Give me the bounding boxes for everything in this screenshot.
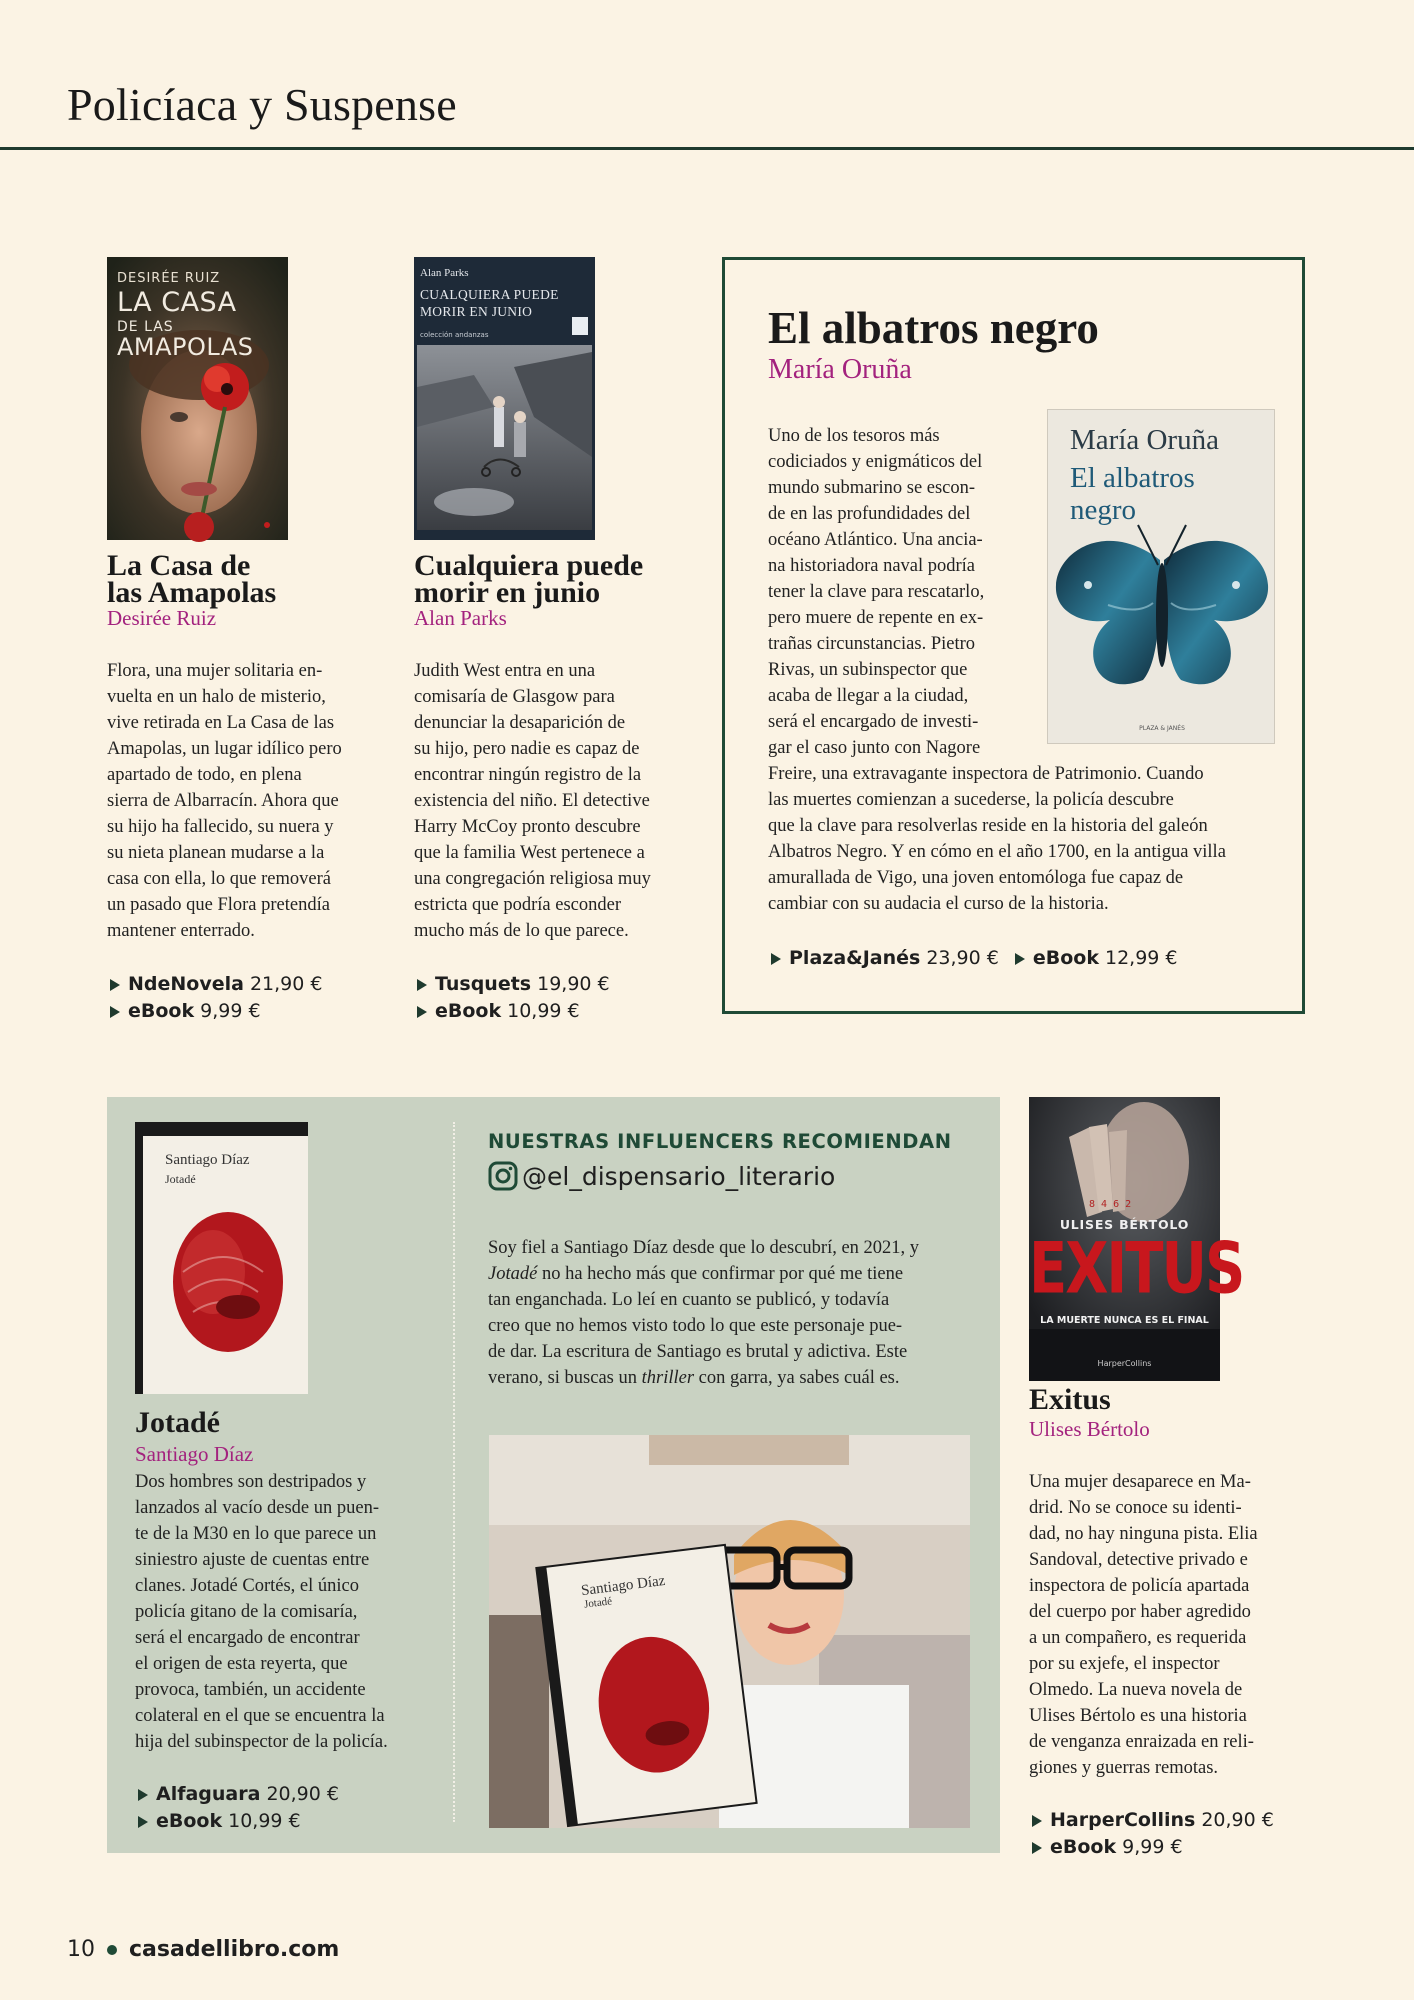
influencer-photo: [489, 1435, 970, 1828]
cover-title-line1: El albatros: [1070, 462, 1195, 494]
play-triangle-icon: [110, 1006, 120, 1018]
price-row[interactable]: [110, 971, 322, 998]
page-number: 10: [67, 1937, 95, 1962]
recommendation-heading: NUESTRAS INFLUENCERS RECOMIENDAN: [488, 1130, 952, 1153]
play-triangle-icon: [417, 979, 427, 991]
publisher: eBook: [435, 1000, 502, 1022]
price-row[interactable]: [417, 971, 610, 998]
play-triangle-icon: [771, 953, 781, 965]
quote-line: [488, 1365, 968, 1391]
publisher: Tusquets: [435, 973, 532, 995]
section-title: Policíaca y Suspense: [67, 79, 457, 130]
price-row[interactable]: [771, 945, 999, 972]
cover-author: Alan Parks: [420, 267, 469, 279]
featured-title: El albatros negro: [768, 303, 1099, 353]
dotted-divider: [453, 1122, 455, 1822]
price: 23,90 €: [926, 947, 999, 969]
publisher: eBook: [1032, 947, 1099, 969]
price: 10,99 €: [228, 1810, 301, 1832]
cover-tagline: LA MUERTE NUNCA ES EL FINAL: [1040, 1315, 1209, 1326]
cover-author: ULISES BÉRTOLO: [1059, 1217, 1190, 1232]
cover-title-line3: AMAPOLAS: [117, 333, 254, 361]
featured-description-full: Freire, una extravagante inspectora de Patrimonio. Cuando las muertes comienzan a sucederse, la policía descubre que la clave para resolverlas reside en la historia del galeón Albatros Negro. Y en cómo en el año 1700, en la antigua villa amurallada de Vigo, una joven entomóloga fue capaz de cambiar con su audacia el curso de la historia.: [768, 764, 1226, 914]
price-list-jotade: [138, 1781, 339, 1835]
price: 20,90 €: [1201, 1809, 1274, 1831]
cover-title-line1: LA CASA: [117, 287, 237, 318]
quote-text: con garra, ya sabes cuál es.: [694, 1368, 900, 1388]
price-row[interactable]: [110, 998, 322, 1025]
book-description-cualquiera: Judith West entra en una comisaría de Glasgow para denunciar la desaparición de su hijo, pero nadie es capaz de encontrar ningún registro de la existencia del niño. El detective Harry McCoy pronto descubre que la familia West pertenece a una congregación religiosa muy estricta que podría esconder mucho más de lo que parece.: [414, 661, 651, 941]
publisher: HarperCollins: [1050, 1809, 1196, 1831]
photo-art: [489, 1435, 970, 1828]
book-title-jotade: Jotadé: [135, 1406, 220, 1439]
page-footer: [67, 1937, 339, 1962]
quote-text: verano, si buscas un: [488, 1368, 642, 1388]
price-row[interactable]: [138, 1781, 339, 1808]
quote-line: tan enganchada. Lo leí en cuanto se publicó, y todavía: [488, 1290, 890, 1310]
book-author-santiago-diaz: Santiago Díaz: [135, 1442, 254, 1466]
price: 20,90 €: [266, 1783, 339, 1805]
price-row[interactable]: [138, 1808, 339, 1835]
book-cover-jotade[interactable]: [135, 1122, 308, 1394]
price: 21,90 €: [249, 973, 323, 995]
title-line: morir en junio: [414, 576, 601, 609]
cover-title-line2: negro: [1070, 494, 1137, 526]
quote-text: no ha hecho más que confirmar por qué me tiene: [537, 1264, 904, 1284]
play-triangle-icon: [1032, 1842, 1042, 1854]
book-cover-la-casa-de-las-amapolas[interactable]: [107, 257, 288, 540]
price: 9,99 €: [1122, 1836, 1183, 1858]
photo-book-author: Santiago Díaz: [580, 1572, 667, 1600]
cover-publisher-mark: PLAZA & JANÉS: [1139, 725, 1185, 732]
quote-emphasis: thriller: [641, 1368, 695, 1388]
cover-author: DESIRÉE RUIZ: [117, 271, 221, 286]
title-line: las Amapolas: [107, 576, 277, 609]
publisher: Plaza&Janés: [789, 947, 921, 969]
quote-emphasis: Jotadé: [488, 1264, 538, 1284]
price-row[interactable]: [1032, 1834, 1274, 1861]
recommendation-quote: [488, 1235, 968, 1391]
instagram-icon[interactable]: [488, 1161, 518, 1191]
price-row[interactable]: [1015, 945, 1178, 972]
publisher: eBook: [1050, 1836, 1117, 1858]
price-list-la-casa: [110, 971, 322, 1025]
price-list-featured: [771, 945, 1178, 972]
cover-title-line2: MORIR EN JUNIO: [420, 304, 533, 319]
price-list-cualquiera: [417, 971, 610, 1025]
cover-series: colección andanzas: [420, 331, 489, 339]
book-cover-cualquiera-puede-morir[interactable]: [414, 257, 595, 540]
book-description-jotade: Dos hombres son destripados y lanzados al vacío desde un puen- te de la M30 en lo que parece un siniestro ajuste de cuentas entre clanes. Jotadé Cortés, el único policía gitano de la comisaría, será el encargado de encontrar el origen de esta reyerta, que provoca, también, un accidente colateral en el que se encuentra la hija del subinspector de la policía.: [135, 1472, 388, 1752]
price-row[interactable]: [417, 998, 610, 1025]
cover-title: Jotadé: [165, 1172, 196, 1186]
play-triangle-icon: [1015, 953, 1025, 965]
book-title-cualquiera: [414, 549, 644, 609]
publisher: Alfaguara: [156, 1783, 261, 1805]
header-divider: [0, 147, 1414, 150]
price: 12,99 €: [1104, 947, 1178, 969]
publisher: eBook: [156, 1810, 223, 1832]
title-line: Cualquiera puede: [414, 549, 644, 582]
photo-book-title: Jotadé: [583, 1595, 613, 1611]
site-link[interactable]: casadellibro.com: [129, 1937, 340, 1962]
price: 9,99 €: [200, 1000, 261, 1022]
quote-line: creo que no hemos visto todo lo que este personaje pue-: [488, 1316, 903, 1336]
book-title-exitus: Exitus: [1029, 1383, 1111, 1416]
cover-publisher-mark: HarperCollins: [1097, 1359, 1152, 1368]
price-list-exitus: [1032, 1807, 1274, 1861]
book-description-la-casa: Flora, una mujer solitaria en- vuelta en un halo de misterio, vive retirada en La Casa de las Amapolas, un lugar idílico pero apartado de todo, en plena sierra de Albarracín. Ahora que su hijo ha fallecido, su nuera y su nieta planean mudarse a la casa con ella, lo que removerá un pasado que Flora pretendía mantener enterrado.: [107, 661, 342, 941]
cover-title: EXITUS: [1029, 1228, 1244, 1311]
play-triangle-icon: [138, 1816, 148, 1828]
play-triangle-icon: [417, 1006, 427, 1018]
influencer-handle-link[interactable]: @el_dispensario_literario: [522, 1162, 836, 1191]
cover-author: María Oruña: [1070, 424, 1219, 456]
quote-line: [488, 1261, 968, 1287]
play-triangle-icon: [110, 979, 120, 991]
featured-description-wrapped: Uno de los tesoros más codiciados y enigmáticos del mundo submarino se escon- de en las profundidades del océano Atlántico. Una ancia- na historiadora naval podría tener la clave para rescatarlo, pero muere de repente en ex- trañas circunstancias. Pietro Rivas, un subinspector que acaba de llegar a la ciudad, será el encargado de investi- gar el caso junto con Nagore: [768, 426, 985, 758]
title-line: La Casa de: [107, 549, 251, 582]
book-description-exitus: Una mujer desaparece en Ma- drid. No se conoce su identi- dad, no hay ninguna pista. Elia Sandoval, detective privado e inspectora de policía apartada del cuerpo por haber agredido a un compañero, es requerida por su exjefe, el inspector Olmedo. La nueva novela de Ulises Bértolo es una historia de venganza enraizada en reli- giones y guerras remotas.: [1029, 1472, 1258, 1778]
bullet-dot-icon: [107, 1945, 117, 1955]
book-cover-el-albatros-negro[interactable]: [1047, 409, 1275, 744]
play-triangle-icon: [1032, 1815, 1042, 1827]
book-cover-exitus[interactable]: [1029, 1097, 1244, 1381]
publisher: NdeNovela: [128, 973, 244, 995]
quote-line: Soy fiel a Santiago Díaz desde que lo descubrí, en 2021, y: [488, 1238, 920, 1258]
featured-author: María Oruña: [768, 354, 912, 385]
cover-title-line1: CUALQUIERA PUEDE: [420, 287, 559, 302]
price: 10,99 €: [507, 1000, 580, 1022]
svg-text:8 4 6 2: 8 4 6 2: [1089, 1199, 1132, 1210]
publisher: eBook: [128, 1000, 195, 1022]
play-triangle-icon: [138, 1789, 148, 1801]
cover-title-line2: DE LAS: [117, 319, 174, 335]
book-author-alan-parks: Alan Parks: [414, 606, 507, 630]
book-author-desiree-ruiz: Desirée Ruiz: [107, 606, 217, 630]
book-title-la-casa: [107, 549, 277, 609]
quote-line: de dar. La escritura de Santiago es brutal y adictiva. Este: [488, 1342, 908, 1362]
cover-art: [1048, 410, 1276, 745]
book-author-ulises-bertolo: Ulises Bértolo: [1029, 1417, 1150, 1441]
cover-author: Santiago Díaz: [165, 1152, 250, 1168]
price-row[interactable]: [1032, 1807, 1274, 1834]
price: 19,90 €: [537, 973, 610, 995]
